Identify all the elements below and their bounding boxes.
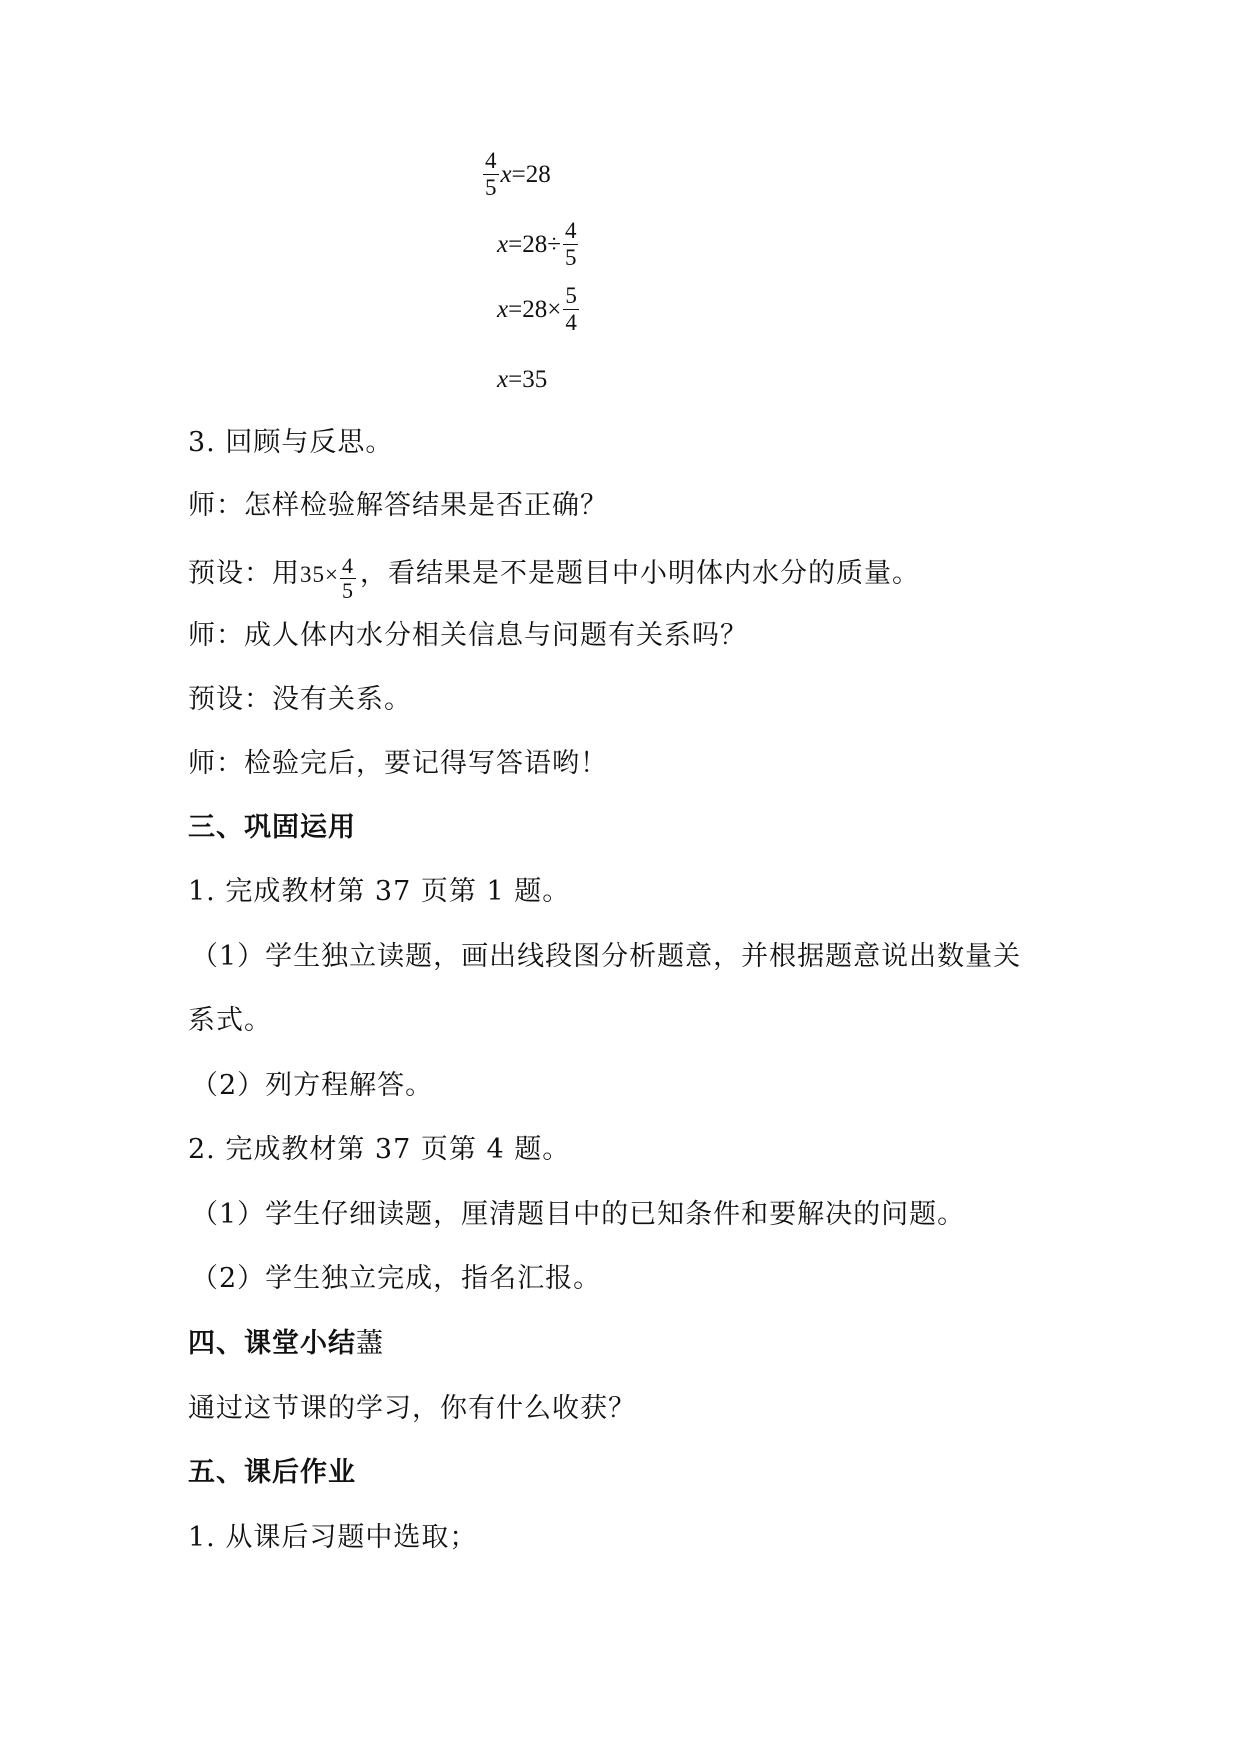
paragraph-preset-answer-1: 预设：用35× $\frac{4}{5}$ ，看结果是不是题目中小明体内水分的质量。 <box>188 553 920 603</box>
fraction: $\frac{5}{4}$ <box>565 283 577 335</box>
paragraph-teacher-reminder: 师：检验完后，要记得写答语哟！ <box>188 748 608 779</box>
equation-line-1: $\frac{4}{5}$ x =28 <box>485 148 551 200</box>
paragraph-teacher-question-1: 师：怎样检验解答结果是否正确？ <box>188 490 608 521</box>
paragraph-homework-1: 1. 从课后习题中选取； <box>188 1522 478 1553</box>
paragraph-exercise-2-step-2: （2）学生独立完成，指名汇报。 <box>191 1263 602 1294</box>
equation-line-2: x =28÷ $\frac{4}{5}$ <box>497 218 577 270</box>
paragraph-exercise-1-step-1: （1）学生独立读题，画出线段图分析题意，并根据题意说出数量关 <box>191 941 1022 972</box>
paragraph-review-reflection: 3. 回顾与反思。 <box>188 427 394 458</box>
fraction: $\frac{4}{5}$ <box>485 148 497 200</box>
paragraph-exercise-2-step-1: （1）学生仔细读题，厘清题目中的已知条件和要解决的问题。 <box>191 1199 966 1230</box>
section-heading-summary: 四、课堂小结藎 <box>188 1328 384 1359</box>
equation-line-4: x =35 <box>497 366 548 393</box>
paragraph-exercise-2: 2. 完成教材第 37 页第 4 题。 <box>188 1134 571 1165</box>
paragraph-preset-answer-2: 预设：没有关系。 <box>188 684 412 715</box>
equation-line-3: x =28× $\frac{5}{4}$ <box>497 283 577 335</box>
paragraph-exercise-1-step-2: （2）列方程解答。 <box>191 1070 434 1101</box>
section-heading-homework: 五、课后作业 <box>188 1457 356 1488</box>
paragraph-summary-question: 通过这节课的学习，你有什么收获？ <box>188 1393 636 1424</box>
section-heading-consolidation: 三、巩固运用 <box>188 812 356 843</box>
paragraph-teacher-question-2: 师：成人体内水分相关信息与问题有关系吗？ <box>188 620 748 651</box>
paragraph-exercise-1: 1. 完成教材第 37 页第 1 题。 <box>188 876 571 907</box>
paragraph-exercise-1-step-1-cont: 系式。 <box>188 1005 272 1036</box>
fraction: $\frac{4}{5}$ <box>564 218 577 270</box>
fraction: $\frac{4}{5}$ <box>341 553 354 603</box>
